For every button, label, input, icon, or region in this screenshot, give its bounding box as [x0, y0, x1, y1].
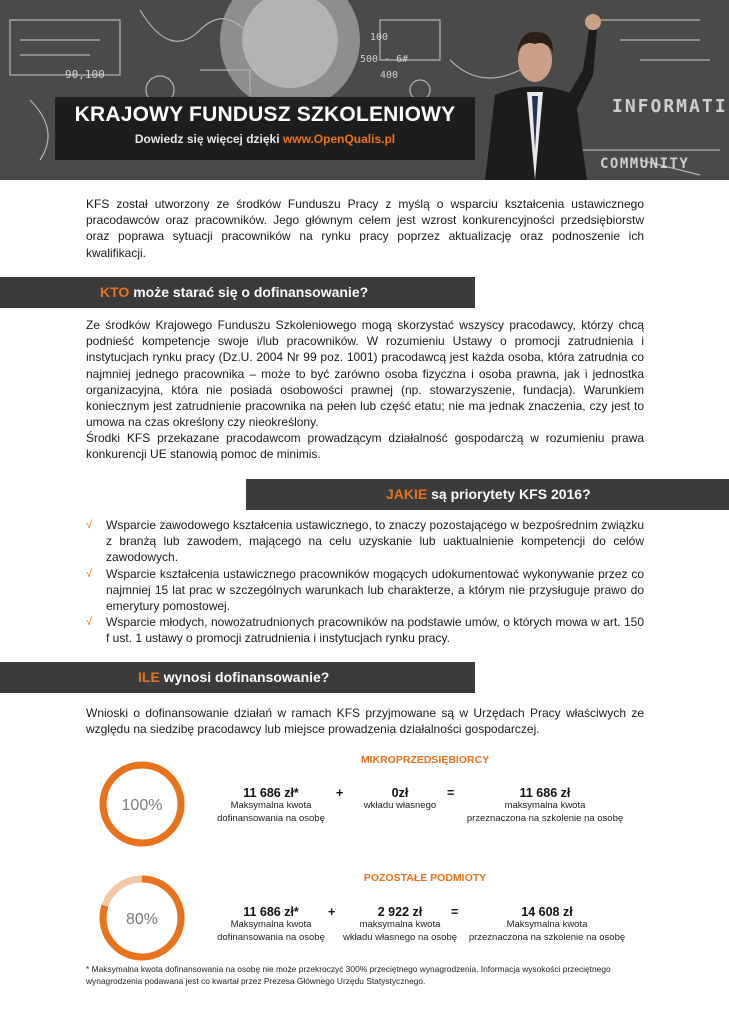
amount: 2 922 zł	[377, 905, 423, 919]
equals-sign: =	[447, 786, 455, 800]
section-header-kto	[0, 277, 475, 308]
amount-desc: wkładu własnego na osobę	[342, 931, 458, 943]
micro-title: MIKROPRZEDSIĘBIORCY	[360, 754, 490, 766]
ile-paragraph: Wnioski o dofinansowanie działań w ramach KFS przyjmowane są w Urzędach Pracy właściwych ze względu na siedzibę pracodawcy lub miejsce prowadzenia działalności gospodarczej.	[86, 706, 644, 737]
other-funding-cell	[206, 905, 336, 944]
section-header-ile	[0, 662, 475, 693]
amount: 0zł	[391, 786, 409, 800]
checkmark-icon: √	[86, 567, 93, 580]
equals-sign: =	[451, 905, 459, 919]
list-item-text: Wsparcie zawodowego kształcenia ustawicznego, to znaczy pozostającego w bezpośrednim związku z branżą lub zawodem, mającego na celu uzyskanie lub uaktualnienie kompetencji do celów zawodowych.	[106, 518, 644, 565]
micro-funding-cell	[206, 786, 336, 825]
list-item	[86, 566, 644, 615]
priorities-list	[86, 517, 644, 647]
list-item-text: Wsparcie młodych, nowozatrudnionych pracowników na podstawie umów, o których mowa w art. 150 f ust. 1 ustawy o promocji zatrudnienia i instytucjach rynku pracy.	[106, 615, 644, 646]
amount: 11 686 zł	[519, 786, 571, 800]
percent-label: 80%	[125, 911, 159, 928]
checkmark-icon: √	[86, 616, 93, 629]
title-box	[55, 97, 475, 160]
amount-desc: maksymalna kwota	[504, 800, 586, 811]
page-title: KRAJOWY FUNDUSZ SZKOLENIOWY	[74, 103, 456, 126]
section-highlight: JAKIE	[386, 486, 428, 502]
chalk-text: 400	[380, 70, 399, 81]
micro-total-cell	[460, 786, 630, 825]
amount-desc: przeznaczona na szkolenie na osobę	[466, 812, 624, 824]
other-own-cell	[335, 905, 465, 944]
amount: 11 686 zł*	[243, 786, 299, 800]
section-header-jakie	[246, 479, 729, 510]
other-title: POZOSTAŁE PODMIOTY	[363, 872, 487, 884]
percent-ring-micro	[96, 758, 188, 850]
chalk-text: COMMUNITY	[600, 156, 690, 172]
amount-desc: dofinansowania na osobę	[217, 812, 325, 824]
other-total-cell	[462, 905, 632, 944]
checkmark-icon: √	[86, 519, 93, 531]
percent-label: 100%	[121, 797, 163, 814]
kto-paragraph-deminimis: Środki KFS przekazane pracodawcom prowadzącym działalność gospodarczą w rozumieniu prawa konkurencji UE stanowią pomoc de minimis.	[86, 431, 644, 462]
businessman-illustration	[465, 0, 605, 180]
page-subtitle	[55, 132, 475, 146]
list-item	[86, 517, 644, 566]
footnote: * Maksymalna kwota dofinansowania na osobę nie może przekroczyć 300% przeciętnego wynagrodzenia. Informacja wysokości przeciętnego wynagrodzenia podawana jest co kwartał przez Prezesa Głównego Urzędu Statystycznego.	[86, 964, 611, 986]
kto-paragraph: Ze środków Krajowego Funduszu Szkoleniowego mogą skorzystać wszyscy pracodawcy, którzy chcą podnieść kompetencje swoje i/lub pracowników. W rozumieniu Ustawy o promocji zatrudnienia i instytucjach rynku pracy (Dz.U. 2004 Nr 99 poz. 1001) pracodawcą jest każda osoba, która zatrudnia co najmniej jednego pracownika – może to być zarówno osoba fizyczna i osoba prawna, jak i jednostka organizacyjna, która nie posiada osobowości prawnej (np. stowarzyszenie, fundacja). Warunkiem koniecznym jest zatrudnienie pracownika na pełen lub część etatu; nie ma jednak znaczenia, czy jest to umowa na czas określony czy nieokreślony.	[86, 318, 644, 430]
website-link[interactable]: www.OpenQualis.pl	[282, 132, 396, 146]
section-highlight: ILE	[138, 669, 160, 685]
amount-desc: dofinansowania na osobę	[217, 931, 325, 943]
amount-desc: przeznaczona na szkolenie na osobę	[468, 931, 626, 943]
list-item	[86, 614, 644, 646]
amount: 11 686 zł*	[243, 905, 299, 919]
section-highlight: KTO	[100, 284, 130, 300]
chalk-text: 500 - 6#	[360, 54, 409, 65]
section-heading-text: może starać się o dofinansowanie?	[129, 284, 369, 300]
subtitle-text: Dowiedz się więcej dzięki	[134, 132, 280, 146]
section-heading-text: wynosi dofinansowanie?	[159, 669, 330, 685]
amount-desc: Maksymalna kwota	[506, 919, 588, 930]
amount-desc: Maksymalna kwota	[230, 919, 312, 930]
chalk-text: 100	[370, 32, 389, 43]
hero-banner	[0, 0, 729, 180]
section-heading-text: są priorytety KFS 2016?	[427, 486, 591, 502]
micro-own-cell	[345, 786, 455, 813]
intro-paragraph: KFS został utworzony ze środków Funduszu Pracy z myślą o wsparciu kształcenia ustawicznego pracodawców oraz pracowników. Jego głównym celem jest wzrost konkurencyjności przedsiębiorstw oraz poprawa sytuacji pracowników na rynku pracy poprzez aktualizację oraz podnoszenie ich kwalifikacji.	[86, 197, 644, 260]
amount-desc: wkładu własnego	[363, 800, 437, 811]
plus-sign: +	[336, 786, 344, 800]
plus-sign: +	[328, 905, 336, 919]
list-item-text: Wsparcie kształcenia ustawicznego pracowników mogących udokumentować wykonywanie przez co najmniej 15 lat prac w szczególnych warunkach lub charakterze, a którym nie przysługuje prawo do emerytury pomostowej.	[106, 566, 644, 614]
amount: 14 608 zł	[521, 905, 573, 919]
amount-desc: Maksymalna kwota	[230, 800, 312, 811]
amount-desc: maksymalna kwota	[359, 919, 441, 930]
percent-ring-other	[96, 872, 188, 964]
chalk-text: 90,100	[65, 68, 105, 81]
chalk-text: INFORMATI	[612, 96, 728, 117]
